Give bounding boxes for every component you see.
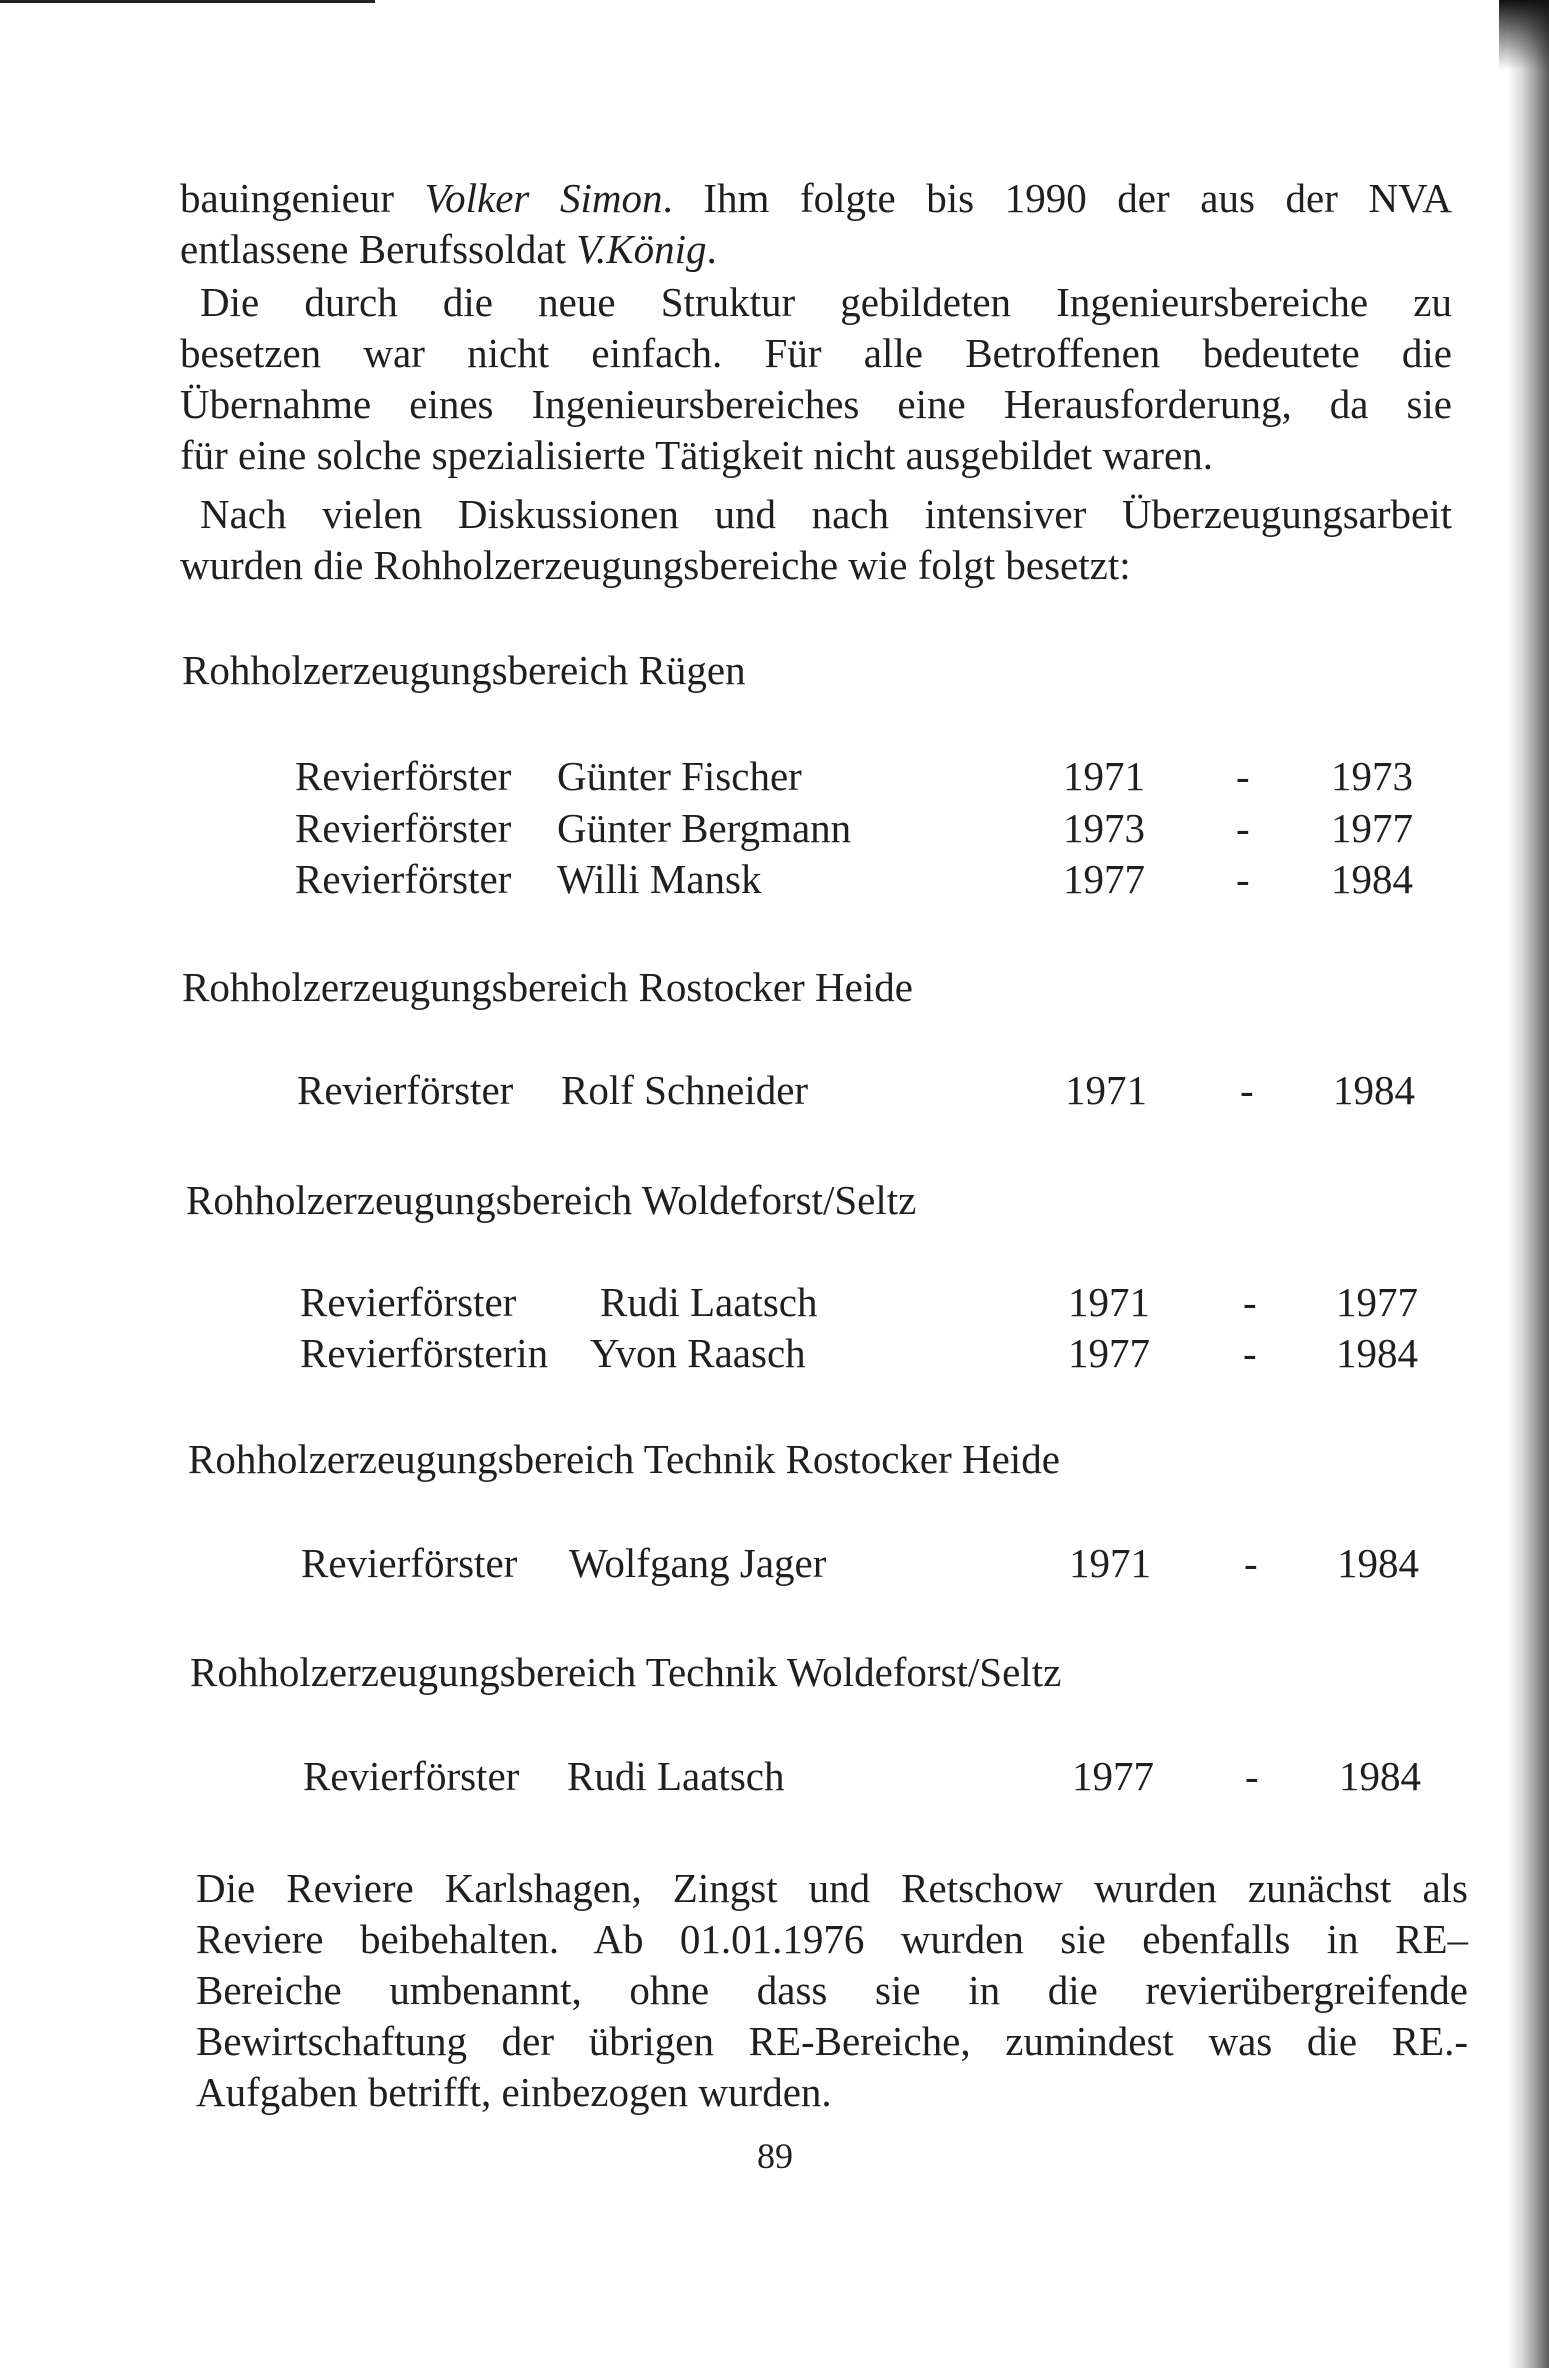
year-from: 1971 xyxy=(1068,1279,1150,1325)
staff-row xyxy=(295,751,1425,802)
year-dash: - xyxy=(1240,1067,1254,1113)
staff-name: Willi Mansk xyxy=(557,856,762,902)
staff-row xyxy=(295,803,1425,854)
staff-row xyxy=(300,1277,1430,1328)
text-line: Bereiche umbenannt, ohne dass sie in die revierübergreifende xyxy=(196,1967,1468,2013)
year-to: 1984 xyxy=(1331,856,1413,902)
year-to: 1984 xyxy=(1337,1540,1419,1586)
year-to: 1973 xyxy=(1331,753,1413,799)
year-dash: - xyxy=(1243,1330,1257,1376)
year-from: 1977 xyxy=(1063,856,1145,902)
staff-name: Rudi Laatsch xyxy=(567,1753,785,1799)
person-name: V.König xyxy=(576,226,707,272)
page-number: 89 xyxy=(757,2136,793,2176)
paragraph-intro xyxy=(180,173,1452,275)
staff-name: Rudi Laatsch xyxy=(600,1279,818,1325)
text-line: besetzen war nicht einfach. Für alle Betroffenen bedeutete die xyxy=(180,330,1452,376)
year-from: 1977 xyxy=(1068,1330,1150,1376)
year-to: 1977 xyxy=(1336,1279,1418,1325)
scan-corner-shadow xyxy=(1499,0,1549,70)
role: Revierförster xyxy=(295,805,512,851)
year-from: 1971 xyxy=(1065,1067,1147,1113)
section-heading: Rohholzerzeugungsbereich Woldeforst/Seltz xyxy=(186,1177,917,1223)
staff-name: Wolfgang Jager xyxy=(569,1540,827,1586)
year-to: 1984 xyxy=(1333,1067,1415,1113)
book-gutter-shadow xyxy=(1507,0,1549,2368)
year-dash: - xyxy=(1236,856,1250,902)
paragraph-structure xyxy=(180,277,1452,481)
role: Revierförster xyxy=(303,1753,520,1799)
role: Revierförster xyxy=(301,1540,518,1586)
text-line: entlassene Berufssoldat V.König. xyxy=(180,226,717,272)
staff-name: Günter Bergmann xyxy=(557,805,852,851)
year-from: 1971 xyxy=(1063,753,1145,799)
year-from: 1977 xyxy=(1072,1753,1154,1799)
paragraph-assignment xyxy=(180,489,1452,591)
role: Revierförster xyxy=(295,753,512,799)
section-heading: Rohholzerzeugungsbereich Technik Rostocker Heide xyxy=(188,1436,1060,1482)
year-dash: - xyxy=(1243,1279,1257,1325)
text-line: Die durch die neue Struktur gebildeten Ingenieursbereiche zu xyxy=(200,279,1452,325)
year-to: 1984 xyxy=(1339,1753,1421,1799)
staff-row xyxy=(301,1538,1431,1589)
role: Revierförsterin xyxy=(300,1330,549,1376)
section-heading: Rohholzerzeugungsbereich Rostocker Heide xyxy=(182,964,913,1010)
section-heading: Rohholzerzeugungsbereich Rügen xyxy=(182,647,746,693)
year-dash: - xyxy=(1236,753,1250,799)
scan-edge-line xyxy=(0,0,375,3)
text-line: wurden die Rohholzerzeugungsbereiche wie folgt besetzt: xyxy=(180,542,1131,588)
year-to: 1984 xyxy=(1336,1330,1418,1376)
staff-row xyxy=(297,1065,1427,1116)
paragraph-closing xyxy=(196,1863,1468,2118)
staff-row xyxy=(300,1328,1430,1379)
text-line: Die Reviere Karlshagen, Zingst und Retschow wurden zunächst als xyxy=(196,1865,1468,1911)
role: Revierförster xyxy=(295,856,512,902)
text-line: Reviere beibehalten. Ab 01.01.1976 wurden sie ebenfalls in RE– xyxy=(196,1916,1468,1962)
text-line: Übernahme eines Ingenieursbereiches eine Herausforderung, da sie xyxy=(180,381,1452,427)
text-line: Aufgaben betrifft, einbezogen wurden. xyxy=(196,2069,832,2115)
text-line: Bewirtschaftung der übrigen RE-Bereiche, zumindest was die RE.- xyxy=(196,2018,1468,2064)
text-line: bauingenieur Volker Simon. Ihm folgte bis 1990 der aus der NVA xyxy=(180,175,1453,221)
staff-name: Rolf Schneider xyxy=(561,1067,809,1113)
year-dash: - xyxy=(1244,1540,1258,1586)
person-name: Volker Simon xyxy=(424,175,663,221)
role: Revierförster xyxy=(300,1279,517,1325)
staff-name: Günter Fischer xyxy=(557,753,802,799)
staff-row xyxy=(295,854,1425,905)
year-from: 1973 xyxy=(1063,805,1145,851)
year-to: 1977 xyxy=(1331,805,1413,851)
role: Revierförster xyxy=(297,1067,514,1113)
section-heading: Rohholzerzeugungsbereich Technik Woldeforst/Seltz xyxy=(190,1649,1062,1695)
text-line: Nach vielen Diskussionen und nach intensiver Überzeugungsarbeit xyxy=(200,491,1452,537)
year-dash: - xyxy=(1236,805,1250,851)
year-from: 1971 xyxy=(1069,1540,1151,1586)
staff-row xyxy=(303,1751,1433,1802)
year-dash: - xyxy=(1245,1753,1259,1799)
text-line: für eine solche spezialisierte Tätigkeit nicht ausgebildet waren. xyxy=(180,432,1213,478)
staff-name: Yvon Raasch xyxy=(590,1330,806,1376)
